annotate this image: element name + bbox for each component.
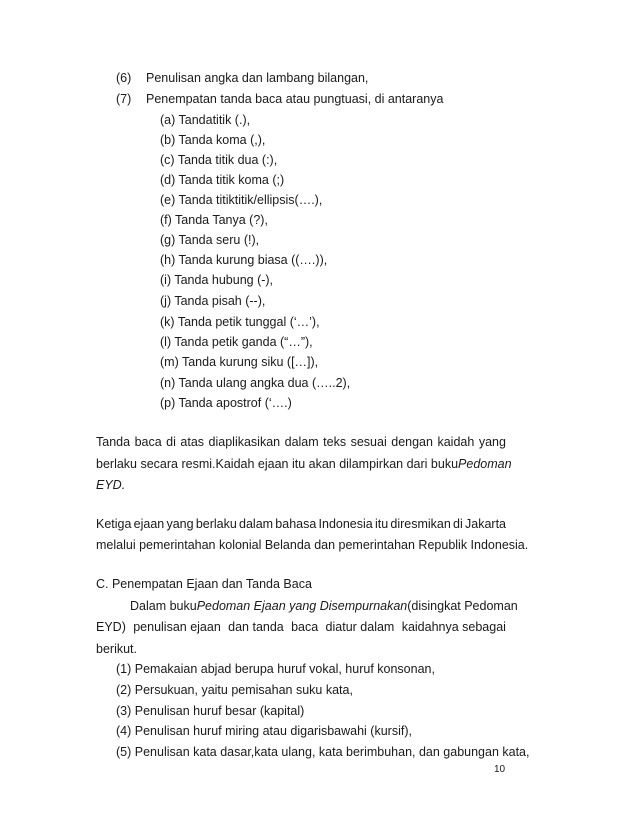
word: yang <box>166 517 194 531</box>
punctuation-item: (l) Tanda petik ganda (“…”), <box>160 335 313 349</box>
word: dengan <box>391 435 433 449</box>
text-segment: (disingkat Pedoman <box>407 599 518 613</box>
punctuation-item: (p) Tanda apostrof (‘….) <box>160 396 292 410</box>
word: Indonesia <box>318 517 373 531</box>
punctuation-item: (g) Tanda seru (!), <box>160 233 260 247</box>
word: Ketiga <box>96 517 132 531</box>
word: bahasa <box>275 517 317 531</box>
punctuation-item: (n) Tanda ulang angka dua (…..2), <box>160 376 351 390</box>
text-segment: baca <box>291 620 319 634</box>
word: Jakarta <box>465 517 506 531</box>
paragraph-line <box>96 477 125 493</box>
paragraph-line <box>96 456 512 472</box>
list-item: (4) Penulisan huruf miring atau digarisbawahi (kursif), <box>116 724 412 738</box>
word: diaplikasikan <box>208 435 281 449</box>
word: dalam <box>239 517 274 531</box>
paragraph-line <box>130 598 518 614</box>
text-segment: dan tanda <box>228 620 284 634</box>
text-segment: Kaidah ejaan itu akan dilampirkan dari buku <box>215 457 459 471</box>
punctuation-item: (c) Tanda titik dua (:), <box>160 153 278 167</box>
list-item: (3) Penulisan huruf besar (kapital) <box>116 704 305 718</box>
word: baca <box>134 435 162 449</box>
punctuation-item: (b) Tanda koma (,), <box>160 133 266 147</box>
list-number: (6) <box>116 71 132 85</box>
word: di <box>453 517 463 531</box>
text-segment: penulisan ejaan <box>133 620 221 634</box>
book-title: Pedoman <box>458 457 512 471</box>
punctuation-item: (m) Tanda kurung siku ([…]), <box>160 355 319 369</box>
punctuation-item: (e) Tanda titiktitik/ellipsis(….), <box>160 193 323 207</box>
text-segment: Dalam buku <box>130 599 197 613</box>
list-item: (1) Pemakaian abjad berupa huruf vokal, huruf konsonan, <box>116 662 435 676</box>
text-segment: berlaku secara resmi. <box>96 457 216 471</box>
word: dalam <box>284 435 319 449</box>
list-item: (2) Persukuan, yaitu pemisahan suku kata, <box>116 683 353 697</box>
paragraph-line <box>96 516 506 532</box>
page-number: 10 <box>494 764 506 775</box>
section-heading: C. Penempatan Ejaan dan Tanda Baca <box>96 577 312 591</box>
word: kaidah <box>437 435 475 449</box>
word: ejaan <box>133 517 165 531</box>
punctuation-item: (a) Tandatitik (.), <box>160 113 251 127</box>
punctuation-item: (h) Tanda kurung biasa ((….)), <box>160 253 328 267</box>
punctuation-item: (i) Tanda hubung (-), <box>160 273 274 287</box>
punctuation-item: (j) Tanda pisah (--), <box>160 294 266 308</box>
paragraph-line <box>96 434 506 450</box>
book-title: Pedoman Ejaan yang Disempurnakan <box>196 599 408 613</box>
paragraph-line: berikut. <box>96 642 137 656</box>
word: sesuai <box>350 435 387 449</box>
list-number: (7) <box>116 92 132 106</box>
word: diresmikan <box>390 517 451 531</box>
punctuation-item: (d) Tanda titik koma (;) <box>160 173 285 187</box>
paragraph-line: melalui pemerintahan kolonial Belanda dan pemerintahan Republik Indonesia. <box>96 538 529 552</box>
text-segment: diatur dalam <box>325 620 395 634</box>
word: itu <box>374 517 389 531</box>
word: teks <box>323 435 347 449</box>
word: berlaku <box>195 517 237 531</box>
punctuation-item: (k) Tanda petik tunggal (‘…’), <box>160 315 320 329</box>
word: atas <box>180 435 205 449</box>
word: di <box>166 435 176 449</box>
text-segment: kaidahnya sebagai <box>401 620 506 634</box>
list-text: Penempatan tanda baca atau pungtuasi, di antaranya <box>146 92 444 106</box>
word: yang <box>478 435 506 449</box>
text-segment: EYD) <box>96 620 126 634</box>
punctuation-item: (f) Tanda Tanya (?), <box>160 213 268 227</box>
paragraph-line <box>96 619 506 635</box>
word: Tanda <box>96 435 131 449</box>
book-title: EYD. <box>96 478 126 492</box>
list-item: (5) Penulisan kata dasar,kata ulang, kata berimbuhan, dan gabungan kata, <box>116 745 530 759</box>
list-text: Penulisan angka dan lambang bilangan, <box>146 71 369 85</box>
